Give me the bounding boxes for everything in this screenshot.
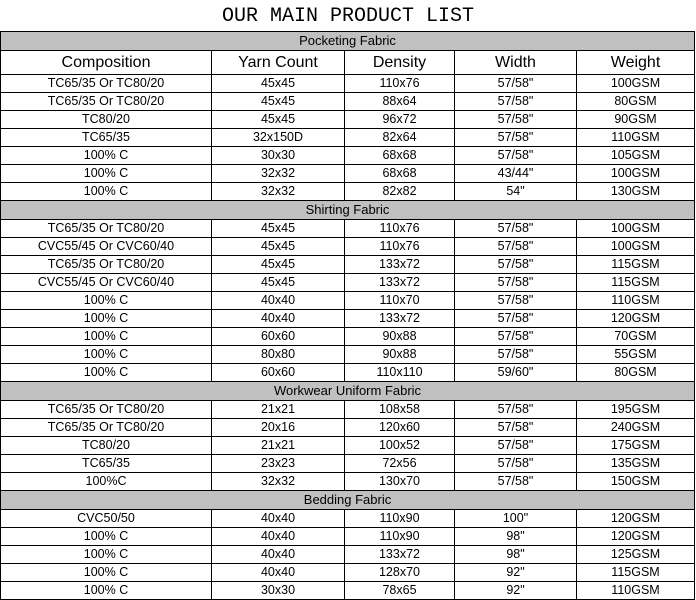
cell-yarn-count: 32x150D [212,129,345,147]
cell-weight: 80GSM [577,364,695,382]
cell-density: 110x90 [345,510,455,528]
section-title: Pocketing Fabric [1,32,695,51]
cell-yarn-count: 32x32 [212,183,345,201]
cell-yarn-count: 23x23 [212,455,345,473]
cell-weight: 70GSM [577,328,695,346]
table-row [1,401,695,419]
cell-density: 88x64 [345,93,455,111]
table-row [1,455,695,473]
cell-yarn-count: 32x32 [212,165,345,183]
cell-density: 110x76 [345,75,455,93]
cell-weight: 120GSM [577,528,695,546]
cell-density: 110x90 [345,528,455,546]
product-table-body [1,32,695,600]
cell-weight: 90GSM [577,111,695,129]
column-header-composition: Composition [1,51,212,75]
cell-composition: 100%C [1,473,212,491]
cell-composition: CVC55/45 Or CVC60/40 [1,238,212,256]
cell-weight: 105GSM [577,147,695,165]
cell-yarn-count: 45x45 [212,256,345,274]
cell-yarn-count: 40x40 [212,564,345,582]
cell-composition: TC65/35 Or TC80/20 [1,401,212,419]
cell-yarn-count: 40x40 [212,310,345,328]
cell-yarn-count: 21x21 [212,401,345,419]
cell-composition: CVC50/50 [1,510,212,528]
cell-yarn-count: 45x45 [212,238,345,256]
cell-density: 110x76 [345,238,455,256]
cell-density: 96x72 [345,111,455,129]
cell-weight: 100GSM [577,75,695,93]
page-title: OUR MAIN PRODUCT LIST [221,5,475,28]
cell-width: 57/58" [455,256,577,274]
cell-composition: 100% C [1,564,212,582]
cell-composition: 100% C [1,310,212,328]
cell-composition: TC65/35 Or TC80/20 [1,419,212,437]
table-row [1,256,695,274]
cell-density: 133x72 [345,274,455,292]
cell-yarn-count: 32x32 [212,473,345,491]
table-row [1,328,695,346]
cell-width: 57/58" [455,75,577,93]
cell-density: 133x72 [345,256,455,274]
cell-yarn-count: 45x45 [212,274,345,292]
cell-yarn-count: 45x45 [212,93,345,111]
cell-density: 72x56 [345,455,455,473]
column-header-density: Density [345,51,455,75]
cell-yarn-count: 30x30 [212,147,345,165]
table-row [1,111,695,129]
cell-weight: 55GSM [577,346,695,364]
cell-width: 57/58" [455,147,577,165]
cell-width: 57/58" [455,292,577,310]
table-row [1,292,695,310]
product-table [0,31,695,600]
cell-composition: 100% C [1,582,212,600]
table-row [1,129,695,147]
table-row [1,183,695,201]
cell-weight: 115GSM [577,274,695,292]
cell-width: 92" [455,564,577,582]
table-row [1,220,695,238]
cell-yarn-count: 40x40 [212,510,345,528]
cell-weight: 175GSM [577,437,695,455]
cell-density: 133x72 [345,546,455,564]
cell-weight: 115GSM [577,256,695,274]
cell-weight: 115GSM [577,564,695,582]
table-row [1,564,695,582]
cell-composition: TC65/35 Or TC80/20 [1,256,212,274]
cell-weight: 100GSM [577,165,695,183]
cell-density: 120x60 [345,419,455,437]
cell-composition: TC80/20 [1,437,212,455]
cell-density: 128x70 [345,564,455,582]
cell-composition: 100% C [1,528,212,546]
cell-yarn-count: 40x40 [212,528,345,546]
cell-width: 54" [455,183,577,201]
cell-weight: 110GSM [577,582,695,600]
table-row [1,510,695,528]
cell-yarn-count: 80x80 [212,346,345,364]
cell-width: 57/58" [455,238,577,256]
column-header-row [1,51,695,75]
cell-yarn-count: 40x40 [212,546,345,564]
table-row [1,582,695,600]
cell-density: 90x88 [345,346,455,364]
cell-composition: TC65/35 Or TC80/20 [1,220,212,238]
table-row [1,346,695,364]
cell-weight: 120GSM [577,510,695,528]
table-row [1,310,695,328]
cell-yarn-count: 21x21 [212,437,345,455]
cell-width: 57/58" [455,419,577,437]
cell-width: 100" [455,510,577,528]
section-title: Bedding Fabric [1,491,695,510]
cell-width: 57/58" [455,93,577,111]
cell-width: 98" [455,528,577,546]
cell-density: 78x65 [345,582,455,600]
section-header-row [1,382,695,401]
cell-composition: TC65/35 [1,129,212,147]
cell-composition: 100% C [1,364,212,382]
cell-density: 108x58 [345,401,455,419]
cell-width: 57/58" [455,129,577,147]
cell-weight: 130GSM [577,183,695,201]
cell-weight: 125GSM [577,546,695,564]
cell-yarn-count: 45x45 [212,220,345,238]
cell-width: 59/60" [455,364,577,382]
table-row [1,528,695,546]
cell-weight: 100GSM [577,220,695,238]
cell-yarn-count: 45x45 [212,111,345,129]
cell-density: 100x52 [345,437,455,455]
cell-density: 90x88 [345,328,455,346]
table-row [1,274,695,292]
cell-width: 57/58" [455,346,577,364]
cell-weight: 150GSM [577,473,695,491]
cell-width: 92" [455,582,577,600]
table-row [1,165,695,183]
cell-yarn-count: 20x16 [212,419,345,437]
column-header-yarn-count: Yarn Count [212,51,345,75]
cell-yarn-count: 60x60 [212,364,345,382]
cell-composition: TC65/35 Or TC80/20 [1,93,212,111]
cell-composition: 100% C [1,147,212,165]
cell-width: 57/58" [455,220,577,238]
cell-density: 110x110 [345,364,455,382]
cell-density: 130x70 [345,473,455,491]
cell-composition: TC80/20 [1,111,212,129]
table-row [1,147,695,165]
cell-composition: CVC55/45 Or CVC60/40 [1,274,212,292]
cell-density: 82x64 [345,129,455,147]
section-title: Workwear Uniform Fabric [1,382,695,401]
cell-width: 57/58" [455,455,577,473]
table-row [1,75,695,93]
column-header-width: Width [455,51,577,75]
cell-density: 110x76 [345,220,455,238]
table-row [1,419,695,437]
cell-weight: 135GSM [577,455,695,473]
cell-yarn-count: 45x45 [212,75,345,93]
table-row [1,473,695,491]
cell-composition: 100% C [1,546,212,564]
cell-width: 57/58" [455,437,577,455]
cell-density: 110x70 [345,292,455,310]
cell-composition: 100% C [1,328,212,346]
table-row [1,238,695,256]
cell-width: 57/58" [455,401,577,419]
cell-yarn-count: 30x30 [212,582,345,600]
cell-composition: TC65/35 [1,455,212,473]
table-row [1,93,695,111]
cell-composition: 100% C [1,292,212,310]
table-row [1,364,695,382]
cell-weight: 80GSM [577,93,695,111]
cell-weight: 195GSM [577,401,695,419]
section-header-row [1,32,695,51]
table-row [1,437,695,455]
cell-width: 57/58" [455,111,577,129]
cell-density: 82x82 [345,183,455,201]
cell-density: 133x72 [345,310,455,328]
cell-yarn-count: 40x40 [212,292,345,310]
cell-yarn-count: 60x60 [212,328,345,346]
cell-weight: 110GSM [577,292,695,310]
table-row [1,546,695,564]
cell-composition: 100% C [1,346,212,364]
section-header-row [1,491,695,510]
cell-density: 68x68 [345,147,455,165]
cell-composition: 100% C [1,183,212,201]
section-header-row [1,201,695,220]
cell-weight: 240GSM [577,419,695,437]
cell-width: 57/58" [455,310,577,328]
cell-density: 68x68 [345,165,455,183]
cell-weight: 110GSM [577,129,695,147]
cell-composition: 100% C [1,165,212,183]
cell-weight: 100GSM [577,238,695,256]
cell-width: 98" [455,546,577,564]
cell-composition: TC65/35 Or TC80/20 [1,75,212,93]
column-header-weight: Weight [577,51,695,75]
cell-width: 57/58" [455,274,577,292]
cell-width: 57/58" [455,328,577,346]
cell-width: 43/44" [455,165,577,183]
cell-width: 57/58" [455,473,577,491]
cell-weight: 120GSM [577,310,695,328]
section-title: Shirting Fabric [1,201,695,220]
